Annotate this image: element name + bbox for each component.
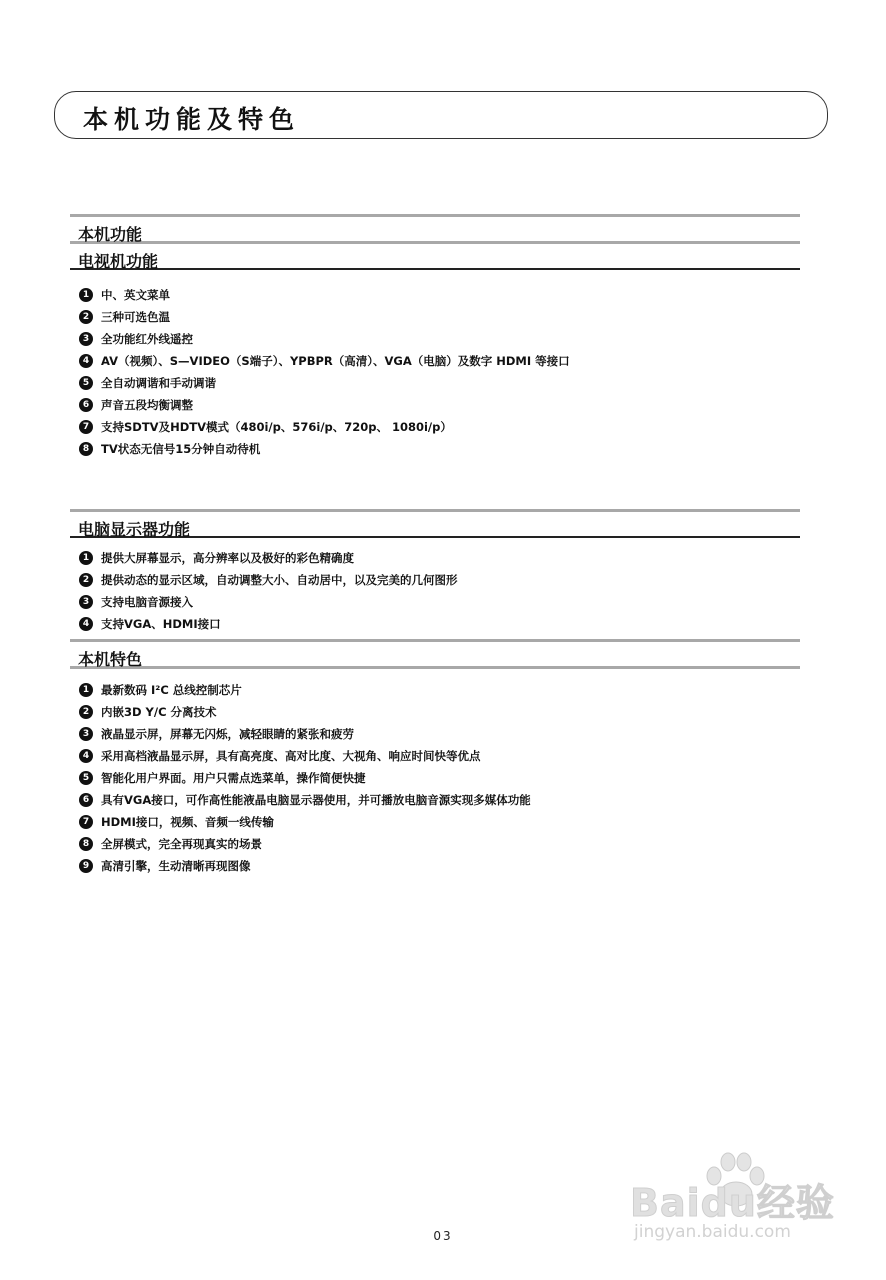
page-title: 本机功能及特色 (83, 105, 301, 134)
list-item: 4 AV（视频）、S—VIDEO（S端子）、YPBPR（高清）、VGA（电脑）及数字 HDMI 等接口 (79, 353, 570, 375)
list-item: 3 液晶显示屏，屏幕无闪烁，减轻眼睛的紧张和疲劳 (79, 726, 531, 748)
number-badge: 3 (79, 332, 93, 346)
list-item: 8 TV状态无信号15分钟自动待机 (79, 441, 570, 463)
list-item: 4 采用高档液晶显示屏，具有高亮度、高对比度、大视角、响应时间快等优点 (79, 748, 531, 770)
feature-list (79, 682, 531, 880)
list-item: 4 支持VGA、HDMI接口 (79, 616, 458, 638)
list-item: 6 声音五段均衡调整 (79, 397, 570, 419)
section-pc-monitor (70, 509, 800, 538)
number-badge: 5 (79, 376, 93, 390)
number-badge: 2 (79, 705, 93, 719)
number-badge: 8 (79, 442, 93, 456)
number-badge: 5 (79, 771, 93, 785)
list-item: 1 提供大屏幕显示，高分辨率以及极好的彩色精确度 (79, 550, 458, 572)
section-heading: 本机特色 (78, 650, 143, 669)
number-badge: 4 (79, 749, 93, 763)
list-item: 2 三种可选色温 (79, 309, 570, 331)
list-item: 5 智能化用户界面。用户只需点选菜单，操作简便快捷 (79, 770, 531, 792)
number-badge: 1 (79, 288, 93, 302)
number-badge: 2 (79, 573, 93, 587)
list-item: 7 HDMI接口，视频、音频一线传输 (79, 814, 531, 836)
section-features (70, 639, 800, 669)
watermark-brand: Baidu经验 (630, 1181, 835, 1225)
number-badge: 3 (79, 595, 93, 609)
number-badge: 2 (79, 310, 93, 324)
number-badge: 8 (79, 837, 93, 851)
number-badge: 6 (79, 398, 93, 412)
pc-function-list (79, 550, 458, 638)
number-badge: 4 (79, 354, 93, 368)
section-heading: 本机功能 (78, 225, 143, 244)
list-item: 3 支持电脑音源接入 (79, 594, 458, 616)
list-item: 2 提供动态的显示区域，自动调整大小、自动居中，以及完美的几何图形 (79, 572, 458, 594)
section-heading: 电视机功能 (78, 252, 159, 271)
list-item: 6 具有VGA接口，可作高性能液晶电脑显示器使用，并可播放电脑音源实现多媒体功能 (79, 792, 531, 814)
number-badge: 9 (79, 859, 93, 873)
list-item: 7 支持SDTV及HDTV模式（480i/p、576i/p、720p、 1080i/p） (79, 419, 570, 441)
list-item: 1 中、英文菜单 (79, 287, 570, 309)
list-item: 1 最新数码 I²C 总线控制芯片 (79, 682, 531, 704)
section-device-functions (70, 214, 800, 270)
page-number: 03 (433, 1229, 453, 1243)
page-title-box (54, 91, 828, 139)
list-item: 9 高清引擎，生动清晰再现图像 (79, 858, 531, 880)
number-badge: 3 (79, 727, 93, 741)
number-badge: 7 (79, 815, 93, 829)
list-item: 5 全自动调谐和手动调谐 (79, 375, 570, 397)
divider (70, 666, 800, 669)
list-item: 8 全屏模式，完全再现真实的场景 (79, 836, 531, 858)
number-badge: 4 (79, 617, 93, 631)
tv-function-list (79, 287, 570, 463)
list-item: 3 全功能红外线遥控 (79, 331, 570, 353)
number-badge: 7 (79, 420, 93, 434)
section-heading: 电脑显示器功能 (78, 520, 191, 539)
divider (70, 268, 800, 270)
number-badge: 1 (79, 551, 93, 565)
watermark-url: jingyan.baidu.com (634, 1222, 791, 1242)
number-badge: 1 (79, 683, 93, 697)
list-item: 2 内嵌3D Y/C 分离技术 (79, 704, 531, 726)
number-badge: 6 (79, 793, 93, 807)
